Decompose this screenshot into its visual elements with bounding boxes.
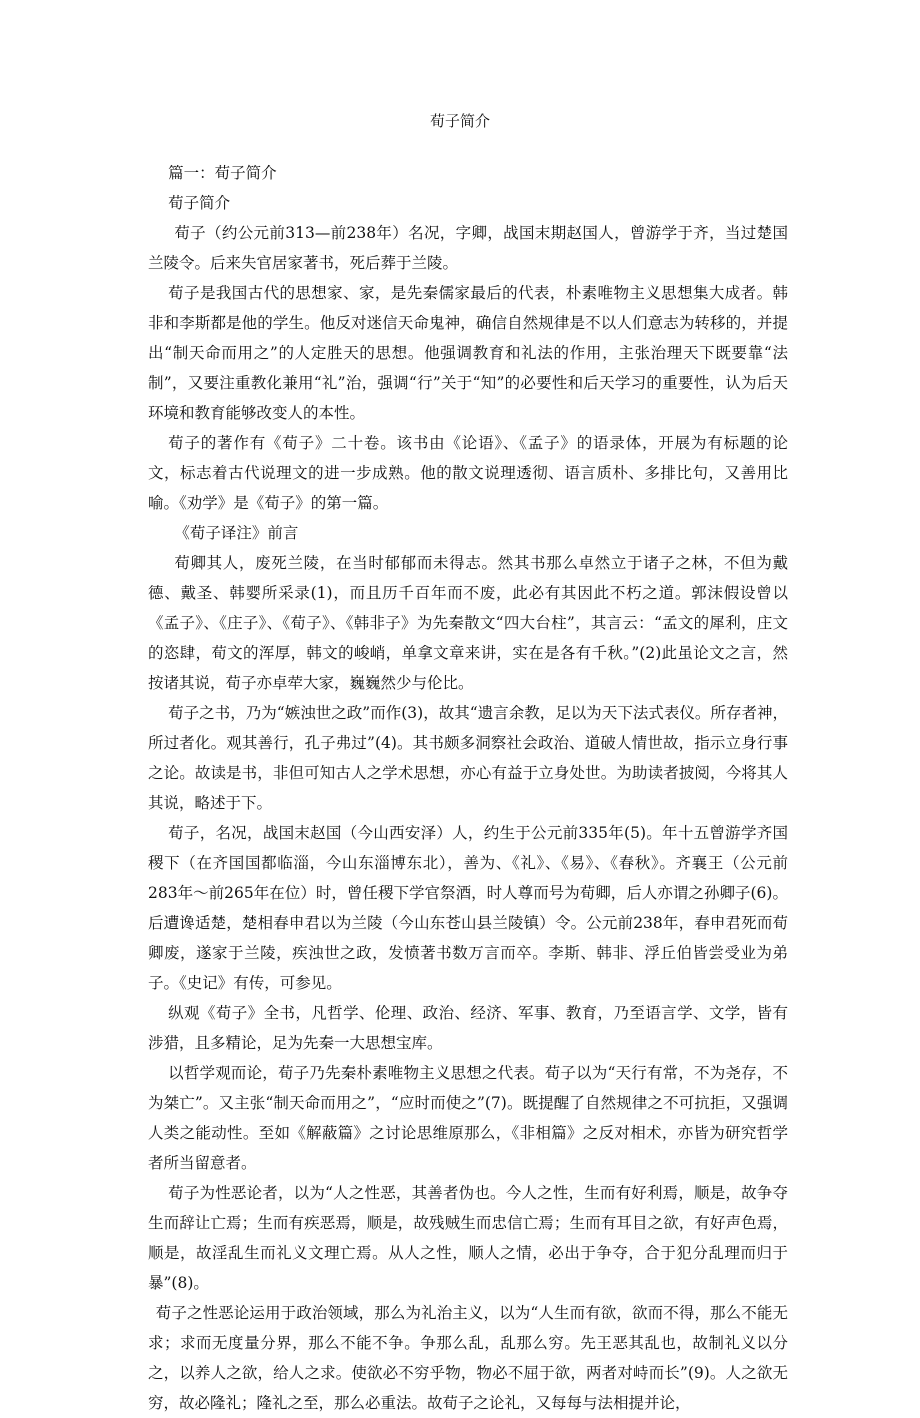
paragraph: 荀子（约公元前313—前238年）名况，字卿，战国末期赵国人，曾游学于齐，当过楚国兰陵令。后来失官居家著书，死后葬于兰陵。: [148, 224, 788, 272]
subsection-heading: 荀子简介: [168, 194, 231, 212]
paragraph: 荀卿其人，废死兰陵，在当时郁郁而未得志。然其书那么卓然立于诸子之林，不但为戴德、戴圣、韩婴所采录(1)，而且历千百年而不废，此必有其因此不朽之道。郭沫假设曾以《孟子》、《庄子》、《荀子》、《韩非子》为先秦散文“四大台柱”，其言云：“孟文的犀利，庄文的恣肆，荀文的浑厚，韩文的峻峭，单拿文章来讲，实在是各有千秋。”(2)此虽论文之言，然按诸其说，荀子亦卓荦大家，巍巍然少与伦比。: [148, 554, 788, 692]
paragraph: 荀子之书，乃为“嫉浊世之政”而作(3)，故其“遗言余教，足以为天下法式表仪。所存者神，所过者化。观其善行，孔子弗过”(4)。其书颇多洞察社会政治、道破人情世故，指示立身行事之论。故读是书，非但可知古人之学术思想，亦心有益于立身处世。为助读者披阅，今将其人其说，略述于下。: [148, 704, 788, 812]
document-body: [148, 158, 788, 1418]
section-heading: 篇一：荀子简介: [168, 164, 277, 182]
paragraph: 荀子是我国古代的思想家、家，是先秦儒家最后的代表，朴素唯物主义思想集大成者。韩非和李斯都是他的学生。他反对迷信天命鬼神，确信自然规律是不以人们意志为转移的，并提出“制天命而用之”的人定胜天的思想。他强调教育和礼法的作用，主张治理天下既要靠“法制”，又要注重教化兼用“礼”治，强调“行”关于“知”的必要性和后天学习的重要性，认为后天环境和教育能够改变人的本性。: [148, 284, 788, 422]
document-title: 荀子简介: [429, 112, 490, 130]
paragraph: 荀子，名况，战国末赵国（今山西安泽）人，约生于公元前335年(5)。年十五曾游学齐国稷下（在齐国国都临淄，今山东淄博东北），善为、《礼》、《易》、《春秋》。齐襄王（公元前283年～前265年在位）时，曾任稷下学官祭酒，时人尊而号为荀卿，后人亦谓之孙卿子(6)。后遭谗适楚，楚相春申君以为兰陵（今山东苍山县兰陵镇）令。公元前238年，春申君死而荀卿废，遂家于兰陵，疾浊世之政，发愤著书数万言而卒。李斯、韩非、浮丘伯皆尝受业为弟子。《史记》有传，可参见。: [148, 824, 788, 992]
paragraph: 荀子为性恶论者，以为“人之性恶，其善者伪也。今人之性，生而有好利焉，顺是，故争夺生而辞让亡焉；生而有疾恶焉，顺是，故残贼生而忠信亡焉；生而有耳目之欲，有好声色焉，顺是，故淫乱生而礼义文理亡焉。从人之性，顺人之情，必出于争夺，合于犯分乱理而归于暴”(8)。: [148, 1184, 788, 1292]
paragraph: 纵观《荀子》全书，凡哲学、伦理、政治、经济、军事、教育，乃至语言学、文学，皆有涉猎，且多精论，足为先秦一大思想宝库。: [148, 1004, 788, 1052]
paragraph: 荀子的著作有《荀子》二十卷。该书由《论语》、《孟子》的语录体，开展为有标题的论文，标志着古代说理文的进一步成熟。他的散文说理透彻、语言质朴、多排比句，又善用比喻。《劝学》是《荀子》的第一篇。: [148, 434, 788, 512]
paragraph: 以哲学观而论，荀子乃先秦朴素唯物主义思想之代表。荀子以为“天行有常，不为尧存，不为桀亡”。又主张“制天命而用之”，“应时而使之”(7)。既提醒了自然规律之不可抗拒，又强调人类之能动性。至如《解蔽篇》之讨论思维原那么，《非相篇》之反对相术，亦皆为研究哲学者所当留意者。: [148, 1064, 788, 1172]
subsection-heading: 《荀子译注》前言: [174, 524, 299, 542]
paragraph: 荀子之性恶论运用于政治领域，那么为礼治主义，以为“人生而有欲，欲而不得，那么不能无求；求而无度量分界，那么不能不争。争那么乱，乱那么穷。先王恶其乱也，故制礼义以分之，以养人之欲，给人之求。使欲必不穷乎物，物必不屈于欲，两者对峙而长”(9)。人之欲无穷，故必隆礼；隆礼之至，那么必重法。故荀子之论礼，又每每与法相提并论，: [148, 1304, 788, 1412]
